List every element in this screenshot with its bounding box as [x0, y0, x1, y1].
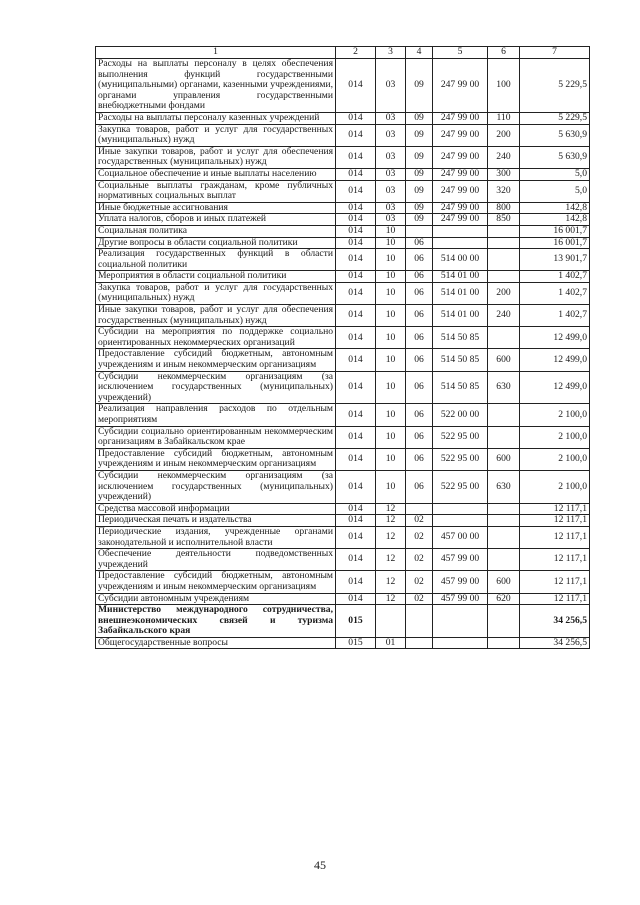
subsection-code-cell: 09: [406, 112, 433, 124]
table-row: [96, 327, 590, 349]
row-name-cell: Иные закупки товаров, работ и услуг для обеспечения государственных (муниципальных) нужд: [96, 305, 336, 327]
section-code-cell: 10: [376, 271, 406, 283]
section-code-cell: 03: [376, 214, 406, 226]
target-article-cell: 247 99 00: [433, 124, 488, 146]
subsection-code-cell: 06: [406, 282, 433, 304]
amount-cell: 142,8: [520, 214, 590, 226]
section-code-cell: 10: [376, 327, 406, 349]
row-name-cell: Предоставление субсидий бюджетным, автономным учреждениям и иным некоммерческим организациям: [96, 571, 336, 593]
target-article-cell: 514 50 85: [433, 349, 488, 371]
subsection-code-cell: 06: [406, 237, 433, 249]
section-code-cell: 10: [376, 448, 406, 470]
row-name-cell: Реализация направления расходов по отдельным мероприятиям: [96, 404, 336, 426]
ved-code-cell: 014: [336, 237, 376, 249]
row-name-cell: Предоставление субсидий бюджетным, автономным учреждениям и иным некоммерческим организациям: [96, 448, 336, 470]
target-article-cell: 247 99 00: [433, 202, 488, 214]
row-name-cell: Закупка товаров, работ и услуг для государственных (муниципальных) нужд: [96, 282, 336, 304]
header-cell: 3: [376, 47, 406, 59]
expense-type-cell: 110: [488, 112, 520, 124]
expense-type-cell: [488, 404, 520, 426]
table-row: [96, 637, 590, 649]
expense-type-cell: [488, 515, 520, 527]
table-row: [96, 503, 590, 515]
section-code-cell: 10: [376, 470, 406, 503]
table-row: [96, 526, 590, 548]
table-row: [96, 349, 590, 371]
budget-table: [95, 46, 590, 649]
subsection-code-cell: 06: [406, 349, 433, 371]
section-code-cell: 03: [376, 124, 406, 146]
table-row: [96, 404, 590, 426]
expense-type-cell: [488, 549, 520, 571]
subsection-code-cell: 06: [406, 271, 433, 283]
ved-code-cell: 014: [336, 214, 376, 226]
subsection-code-cell: 06: [406, 426, 433, 448]
section-code-cell: 12: [376, 515, 406, 527]
ved-code-cell: 014: [336, 124, 376, 146]
amount-cell: 12 117,1: [520, 526, 590, 548]
ved-code-cell: 014: [336, 180, 376, 202]
ved-code-cell: 014: [336, 515, 376, 527]
amount-cell: 16 001,7: [520, 237, 590, 249]
amount-cell: 1 402,7: [520, 282, 590, 304]
section-code-cell: 12: [376, 526, 406, 548]
section-code-cell: 03: [376, 180, 406, 202]
section-code-cell: 12: [376, 549, 406, 571]
section-code-cell: 10: [376, 249, 406, 271]
amount-cell: 5 229,5: [520, 59, 590, 113]
amount-cell: 13 901,7: [520, 249, 590, 271]
row-name-cell: Расходы на выплаты персоналу в целях обеспечения выполнения функций государственными (муниципальными) органами, казенными учреждениями, органами управления государственными внебюджетными фондами: [96, 59, 336, 113]
amount-cell: 5,0: [520, 168, 590, 180]
header-cell: 4: [406, 47, 433, 59]
row-name-cell: Субсидии социально ориентированным некоммерческим организациям в Забайкальском крае: [96, 426, 336, 448]
ved-code-cell: 014: [336, 404, 376, 426]
row-name-cell: Субсидии на мероприятия по поддержке социально ориентированных некоммерческих организаций: [96, 327, 336, 349]
target-article-cell: [433, 605, 488, 638]
table-row: [96, 605, 590, 638]
subsection-code-cell: 09: [406, 59, 433, 113]
target-article-cell: 522 00 00: [433, 404, 488, 426]
amount-cell: 2 100,0: [520, 426, 590, 448]
subsection-code-cell: 06: [406, 327, 433, 349]
table-row: [96, 124, 590, 146]
section-code-cell: 01: [376, 637, 406, 649]
table-row: [96, 448, 590, 470]
target-article-cell: 514 00 00: [433, 249, 488, 271]
ved-code-cell: 014: [336, 168, 376, 180]
subsection-code-cell: 09: [406, 146, 433, 168]
table-row: [96, 202, 590, 214]
subsection-code-cell: [406, 225, 433, 237]
section-code-cell: 12: [376, 571, 406, 593]
amount-cell: 142,8: [520, 202, 590, 214]
amount-cell: 2 100,0: [520, 470, 590, 503]
amount-cell: 5 630,9: [520, 124, 590, 146]
table-row: [96, 515, 590, 527]
table-row: [96, 214, 590, 226]
expense-type-cell: 600: [488, 349, 520, 371]
expense-type-cell: 300: [488, 168, 520, 180]
subsection-code-cell: 02: [406, 571, 433, 593]
section-code-cell: 10: [376, 426, 406, 448]
subsection-code-cell: 02: [406, 549, 433, 571]
subsection-code-cell: 06: [406, 305, 433, 327]
header-cell: 1: [96, 47, 336, 59]
expense-type-cell: 200: [488, 282, 520, 304]
target-article-cell: [433, 237, 488, 249]
amount-cell: 34 256,5: [520, 605, 590, 638]
section-code-cell: 12: [376, 593, 406, 605]
target-article-cell: 247 99 00: [433, 112, 488, 124]
amount-cell: 12 499,0: [520, 327, 590, 349]
row-name-cell: Закупка товаров, работ и услуг для государственных (муниципальных) нужд: [96, 124, 336, 146]
expense-type-cell: 800: [488, 202, 520, 214]
ved-code-cell: 015: [336, 637, 376, 649]
page-number: 45: [314, 858, 326, 872]
row-name-cell: Министерство международного сотрудничества, внешнеэкономических связей и туризма Забайкальского края: [96, 605, 336, 638]
subsection-code-cell: [406, 503, 433, 515]
table-row: [96, 271, 590, 283]
amount-cell: 12 117,1: [520, 571, 590, 593]
expense-type-cell: 850: [488, 214, 520, 226]
target-article-cell: 514 50 85: [433, 327, 488, 349]
ved-code-cell: 014: [336, 282, 376, 304]
expense-type-cell: 200: [488, 124, 520, 146]
amount-cell: 5 630,9: [520, 146, 590, 168]
subsection-code-cell: 06: [406, 404, 433, 426]
ved-code-cell: 014: [336, 249, 376, 271]
ved-code-cell: 014: [336, 202, 376, 214]
ved-code-cell: 014: [336, 59, 376, 113]
expense-type-cell: [488, 271, 520, 283]
table-row: [96, 571, 590, 593]
amount-cell: 12 117,1: [520, 593, 590, 605]
header-cell: 7: [520, 47, 590, 59]
section-code-cell: 10: [376, 404, 406, 426]
target-article-cell: 457 99 00: [433, 571, 488, 593]
expense-type-cell: 320: [488, 180, 520, 202]
subsection-code-cell: 06: [406, 470, 433, 503]
row-name-cell: Периодические издания, учрежденные органами законодательной и исполнительной власти: [96, 526, 336, 548]
table-row: [96, 225, 590, 237]
ved-code-cell: 014: [336, 526, 376, 548]
ved-code-cell: 014: [336, 426, 376, 448]
target-article-cell: 522 95 00: [433, 470, 488, 503]
subsection-code-cell: 09: [406, 180, 433, 202]
target-article-cell: 247 99 00: [433, 146, 488, 168]
row-name-cell: Субсидии некоммерческим организациям (за исключением государственных (муниципальных) учреждений): [96, 371, 336, 404]
row-name-cell: Социальные выплаты гражданам, кроме публичных нормативных социальных выплат: [96, 180, 336, 202]
target-article-cell: 247 99 00: [433, 214, 488, 226]
expense-type-cell: [488, 637, 520, 649]
target-article-cell: 522 95 00: [433, 448, 488, 470]
ved-code-cell: 014: [336, 146, 376, 168]
amount-cell: 12 499,0: [520, 371, 590, 404]
table-row: [96, 593, 590, 605]
subsection-code-cell: [406, 605, 433, 638]
amount-cell: 1 402,7: [520, 305, 590, 327]
ved-code-cell: 014: [336, 470, 376, 503]
table-row: [96, 426, 590, 448]
ved-code-cell: 014: [336, 448, 376, 470]
ved-code-cell: 014: [336, 349, 376, 371]
target-article-cell: 247 99 00: [433, 59, 488, 113]
ved-code-cell: 014: [336, 271, 376, 283]
expense-type-cell: 600: [488, 448, 520, 470]
row-name-cell: Расходы на выплаты персоналу казенных учреждений: [96, 112, 336, 124]
row-name-cell: Обеспечение деятельности подведомственных учреждений: [96, 549, 336, 571]
ved-code-cell: 015: [336, 605, 376, 638]
table-row: [96, 237, 590, 249]
expense-type-cell: 630: [488, 371, 520, 404]
subsection-code-cell: 09: [406, 214, 433, 226]
table-row: [96, 371, 590, 404]
expense-type-cell: [488, 426, 520, 448]
table-row: [96, 282, 590, 304]
section-code-cell: 03: [376, 146, 406, 168]
section-code-cell: [376, 605, 406, 638]
amount-cell: 16 001,7: [520, 225, 590, 237]
target-article-cell: 247 99 00: [433, 180, 488, 202]
section-code-cell: 10: [376, 237, 406, 249]
table-row: [96, 59, 590, 113]
row-name-cell: Другие вопросы в области социальной политики: [96, 237, 336, 249]
expense-type-cell: [488, 503, 520, 515]
amount-cell: 12 117,1: [520, 503, 590, 515]
target-article-cell: 514 01 00: [433, 271, 488, 283]
target-article-cell: [433, 503, 488, 515]
target-article-cell: 457 99 00: [433, 593, 488, 605]
target-article-cell: 247 99 00: [433, 168, 488, 180]
subsection-code-cell: 02: [406, 515, 433, 527]
expense-type-cell: 630: [488, 470, 520, 503]
subsection-code-cell: 09: [406, 124, 433, 146]
amount-cell: 12 117,1: [520, 549, 590, 571]
row-name-cell: Периодическая печать и издательства: [96, 515, 336, 527]
section-code-cell: 03: [376, 59, 406, 113]
section-code-cell: 10: [376, 305, 406, 327]
header-cell: 2: [336, 47, 376, 59]
subsection-code-cell: 06: [406, 249, 433, 271]
amount-cell: 12 117,1: [520, 515, 590, 527]
target-article-cell: 514 01 00: [433, 305, 488, 327]
amount-cell: 5,0: [520, 180, 590, 202]
row-name-cell: Социальное обеспечение и иные выплаты населению: [96, 168, 336, 180]
amount-cell: 34 256,5: [520, 637, 590, 649]
target-article-cell: 457 99 00: [433, 549, 488, 571]
amount-cell: 5 229,5: [520, 112, 590, 124]
ved-code-cell: 014: [336, 503, 376, 515]
table-row: [96, 112, 590, 124]
subsection-code-cell: 09: [406, 202, 433, 214]
row-name-cell: Иные закупки товаров, работ и услуг для обеспечения государственных (муниципальных) нужд: [96, 146, 336, 168]
amount-cell: 2 100,0: [520, 404, 590, 426]
table-row: [96, 305, 590, 327]
expense-type-cell: [488, 237, 520, 249]
expense-type-cell: [488, 225, 520, 237]
ved-code-cell: 014: [336, 327, 376, 349]
ved-code-cell: 014: [336, 571, 376, 593]
target-article-cell: [433, 225, 488, 237]
subsection-code-cell: 09: [406, 168, 433, 180]
expense-type-cell: [488, 327, 520, 349]
target-article-cell: 522 95 00: [433, 426, 488, 448]
header-cell: 5: [433, 47, 488, 59]
subsection-code-cell: 02: [406, 593, 433, 605]
row-name-cell: Реализация государственных функций в области социальной политики: [96, 249, 336, 271]
ved-code-cell: 014: [336, 593, 376, 605]
row-name-cell: Мероприятия в области социальной политики: [96, 271, 336, 283]
target-article-cell: [433, 637, 488, 649]
expense-type-cell: 620: [488, 593, 520, 605]
expense-type-cell: 240: [488, 305, 520, 327]
amount-cell: 12 499,0: [520, 349, 590, 371]
table-row: [96, 168, 590, 180]
header-cell: 6: [488, 47, 520, 59]
table-row: [96, 249, 590, 271]
section-code-cell: 10: [376, 282, 406, 304]
section-code-cell: 12: [376, 503, 406, 515]
header-row: [96, 47, 590, 59]
subsection-code-cell: [406, 637, 433, 649]
row-name-cell: Социальная политика: [96, 225, 336, 237]
row-name-cell: Субсидии автономным учреждениям: [96, 593, 336, 605]
target-article-cell: 514 01 00: [433, 282, 488, 304]
expense-type-cell: [488, 605, 520, 638]
row-name-cell: Субсидии некоммерческим организациям (за исключением государственных (муниципальных) учреждений): [96, 470, 336, 503]
section-code-cell: 10: [376, 371, 406, 404]
subsection-code-cell: 02: [406, 526, 433, 548]
ved-code-cell: 014: [336, 225, 376, 237]
section-code-cell: 03: [376, 168, 406, 180]
expense-type-cell: 240: [488, 146, 520, 168]
row-name-cell: Иные бюджетные ассигнования: [96, 202, 336, 214]
amount-cell: 1 402,7: [520, 271, 590, 283]
ved-code-cell: 014: [336, 112, 376, 124]
target-article-cell: [433, 515, 488, 527]
subsection-code-cell: 06: [406, 371, 433, 404]
row-name-cell: Уплата налогов, сборов и иных платежей: [96, 214, 336, 226]
ved-code-cell: 014: [336, 305, 376, 327]
row-name-cell: Предоставление субсидий бюджетным, автономным учреждениям и иным некоммерческим организациям: [96, 349, 336, 371]
section-code-cell: 10: [376, 225, 406, 237]
expense-type-cell: [488, 526, 520, 548]
table-row: [96, 549, 590, 571]
amount-cell: 2 100,0: [520, 448, 590, 470]
row-name-cell: Средства массовой информации: [96, 503, 336, 515]
expense-type-cell: 600: [488, 571, 520, 593]
expense-type-cell: [488, 249, 520, 271]
expense-type-cell: 100: [488, 59, 520, 113]
subsection-code-cell: 06: [406, 448, 433, 470]
table-row: [96, 180, 590, 202]
section-code-cell: 03: [376, 202, 406, 214]
target-article-cell: 457 00 00: [433, 526, 488, 548]
target-article-cell: 514 50 85: [433, 371, 488, 404]
section-code-cell: 03: [376, 112, 406, 124]
section-code-cell: 10: [376, 349, 406, 371]
ved-code-cell: 014: [336, 549, 376, 571]
ved-code-cell: 014: [336, 371, 376, 404]
table-row: [96, 470, 590, 503]
row-name-cell: Общегосударственные вопросы: [96, 637, 336, 649]
table-row: [96, 146, 590, 168]
